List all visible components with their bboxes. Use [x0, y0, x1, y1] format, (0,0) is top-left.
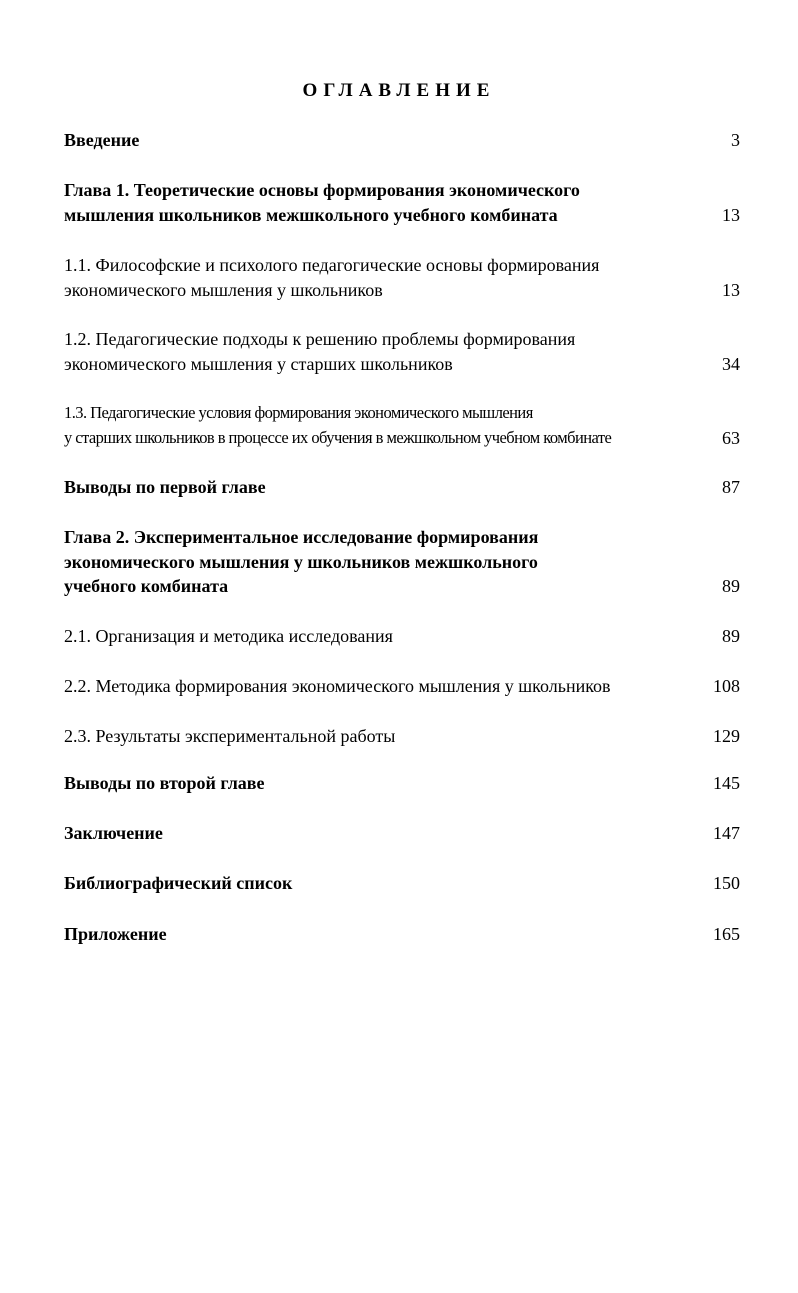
toc-entry-line: 2.3. Результаты экспериментальной работы	[64, 726, 396, 746]
toc-page-number: 89	[722, 626, 740, 646]
toc-entry-text	[64, 922, 740, 947]
toc-entry-line: 1.1. Философские и психолого педагогические основы формирования	[64, 255, 600, 275]
toc-entry-text	[64, 724, 740, 749]
toc-entry-section-1-2	[64, 327, 740, 376]
toc-entry-line: 2.1. Организация и методика исследования	[64, 626, 393, 646]
toc-page-number: 87	[722, 477, 740, 497]
toc-entry-text	[64, 178, 740, 227]
toc-page-number: 3	[731, 130, 740, 150]
toc-entry-introduction	[64, 128, 740, 153]
toc-page-number: 165	[713, 924, 740, 944]
toc-entry-line: экономического мышления у старших школьников	[64, 353, 453, 374]
toc-page-number: 89	[722, 576, 740, 596]
toc-entry-line: мышления школьников межшкольного учебного комбината	[64, 204, 558, 225]
toc-entry-text	[64, 821, 740, 846]
toc-entry-section-2-1	[64, 624, 740, 649]
toc-entry-section-1-1	[64, 253, 740, 302]
toc-page-number: 13	[722, 204, 740, 225]
toc-entry-text	[64, 871, 740, 896]
toc-entry-appendix	[64, 922, 740, 947]
toc-entry-line: Выводы по первой главе	[64, 477, 266, 497]
toc-entry-text	[64, 253, 740, 302]
toc-entry-line: экономического мышления у школьников межшкольного	[64, 551, 538, 572]
toc-page-number: 34	[722, 353, 740, 374]
toc-entry-text	[64, 128, 740, 153]
page-title: ОГЛАВЛЕНИЕ	[302, 80, 496, 101]
toc-entry-line: Библиографический список	[64, 873, 293, 893]
toc-entry-conclusion	[64, 821, 740, 846]
toc-entry-chapter-2	[64, 525, 740, 599]
toc-entry-text	[64, 475, 740, 500]
toc-entry-text	[64, 771, 740, 796]
toc-entry-bibliography	[64, 871, 740, 896]
toc-page-number: 129	[713, 726, 740, 746]
toc-entry-line: 1.2. Педагогические подходы к решению проблемы формирования	[64, 329, 576, 349]
toc-entry-line: 2.2. Методика формирования экономического мышления у школьников	[64, 676, 611, 696]
toc-page-number: 145	[713, 773, 740, 793]
toc-entry-line: Глава 2. Экспериментальное исследование формирования	[64, 527, 539, 547]
toc-entry-line: экономического мышления у школьников	[64, 279, 383, 300]
toc-entry-line: Выводы по второй главе	[64, 773, 265, 793]
toc-entry-section-2-3	[64, 724, 740, 749]
toc-entry-text	[64, 624, 740, 649]
toc-entry-text	[64, 674, 740, 699]
toc-page-number: 108	[713, 676, 740, 696]
toc-entry-section-1-3	[64, 401, 740, 450]
toc-page-number: 13	[722, 279, 740, 300]
toc-entry-text	[64, 525, 740, 599]
toc-entry-line: 1.3. Педагогические условия формирования экономического мышления	[64, 403, 533, 422]
toc-entry-line: Введение	[64, 130, 140, 150]
toc-entry-line: Заключение	[64, 823, 163, 843]
toc-entry-line: учебного комбината	[64, 576, 229, 596]
toc-entry-text	[64, 401, 740, 450]
toc-page-number: 147	[713, 823, 740, 843]
toc-page-number: 150	[713, 873, 740, 893]
toc-entry-conclusions-chapter-1	[64, 475, 740, 500]
toc-entry-line: Приложение	[64, 924, 167, 944]
toc-entry-line: у старших школьников в процессе их обучения в межшкольном учебном комбинате	[64, 427, 612, 447]
toc-entry-section-2-2	[64, 674, 740, 699]
toc-entry-text	[64, 327, 740, 376]
toc-entry-line: Глава 1. Теоретические основы формирования экономического	[64, 180, 580, 200]
toc-page-number: 63	[722, 427, 740, 448]
toc-entry-conclusions-chapter-2	[64, 771, 740, 796]
toc-entry-chapter-1	[64, 178, 740, 227]
